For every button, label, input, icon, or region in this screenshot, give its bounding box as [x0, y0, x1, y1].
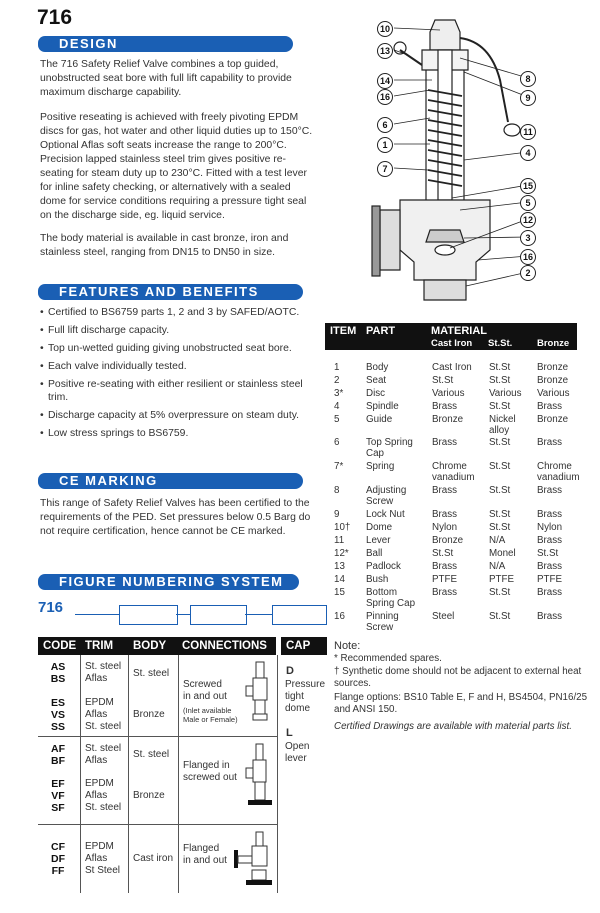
features-list: [40, 306, 325, 445]
material-cell-ss: St.St: [489, 611, 511, 622]
material-cell-br: PTFE: [537, 574, 563, 585]
material-cell-br: Brass: [537, 401, 563, 412]
callout-15: 15: [520, 178, 536, 194]
note-line: Flange options: BS10 Table E, F and H, BS4504, PN16/25 and ANSI 150.: [334, 692, 588, 715]
features-heading: FEATURES AND BENEFITS: [45, 284, 303, 300]
material-cell-item: 6: [334, 437, 340, 448]
material-cell-br: Various: [537, 388, 570, 399]
callout-2: 2: [520, 265, 536, 281]
code-ff: FF: [51, 865, 65, 877]
column-divider: [80, 655, 81, 893]
code-af: AF: [51, 743, 65, 755]
material-cell-ss: N/A: [489, 561, 506, 572]
figure-code-box: [190, 605, 247, 625]
note-line: † Synthetic dome should not be adjacent to external heat sources.: [334, 666, 582, 689]
material-cell-ci: Brass: [432, 561, 458, 572]
design-paragraph-1: The 716 Safety Relief Valve combines a top guided, unobstructed seat bore with full lift capability to provide maximum discharge capability.: [40, 59, 292, 98]
column-divider: [277, 655, 278, 893]
material-cell-part: Top Spring Cap: [366, 437, 413, 459]
material-cell-part: Spindle: [366, 401, 399, 412]
trim: St. steel: [85, 802, 122, 813]
material-cell-part: Dome: [366, 522, 393, 533]
trim: St. steel: [85, 743, 122, 754]
column-divider: [178, 655, 179, 893]
material-cell-item: 15: [334, 587, 345, 598]
material-cell-ss: St.St: [489, 437, 511, 448]
material-cell-ci: Bronze: [432, 414, 464, 425]
material-cell-ss: Monel: [489, 548, 516, 559]
material-cell-item: 12*: [334, 548, 349, 559]
col-cast-iron: Cast Iron: [431, 338, 473, 349]
material-cell-item: 11: [334, 535, 345, 546]
col-bronze: Bronze: [537, 338, 570, 349]
material-cell-ci: Steel: [432, 611, 455, 622]
material-cell-part: Guide: [366, 414, 393, 425]
feature-item: • Each valve individually tested.: [40, 360, 325, 373]
material-cell-item: 1: [334, 362, 340, 373]
trim: Aflas: [85, 673, 108, 684]
body-material: St. steel: [133, 749, 170, 760]
callout-16: 16: [520, 249, 536, 265]
feature-item: • Positive re-seating with either resilient or stainless steel trim.: [40, 378, 325, 404]
figure-number: 716: [38, 599, 64, 616]
material-cell-ci: Chrome vanadium: [432, 461, 475, 483]
material-cell-ss: St.St: [489, 485, 511, 496]
note-line: * Recommended spares.: [334, 653, 442, 664]
material-cell-part: Adjusting Screw: [366, 485, 407, 507]
material-cell-ci: Brass: [432, 437, 458, 448]
connector-line: [75, 614, 119, 615]
connection-text: Screwed: [183, 679, 222, 690]
material-cell-ss: St.St: [489, 375, 511, 386]
material-cell-item: 2: [334, 375, 340, 386]
material-cell-item: 5: [334, 414, 340, 425]
trim: EPDM: [85, 841, 114, 852]
ce-text: This range of Safety Relief Valves has been certified to the requirements of the PED. Set pressures below 0.5 Barg do not require certification, hence cannot be CE marked.: [40, 498, 311, 537]
connection-text: Flanged: [183, 843, 220, 854]
callout-1: 1: [377, 137, 393, 153]
callout-9: 9: [520, 90, 536, 106]
figure-table-header: [38, 637, 276, 655]
material-cell-item: 8: [334, 485, 340, 496]
code-es: ES: [50, 697, 65, 709]
material-cell-item: 10†: [334, 522, 351, 533]
cap-text: Open: [285, 741, 310, 752]
code-bs: BS: [50, 673, 66, 685]
material-cell-ss: PTFE: [489, 574, 515, 585]
material-cell-ss: Various: [489, 388, 522, 399]
material-cell-part: Spring: [366, 461, 395, 472]
material-cell-br: Chrome vanadium: [537, 461, 580, 483]
trim: Aflas: [85, 755, 108, 766]
design-paragraph-3: The body material is available in cast bronze, iron and stainless steel, ranging from DN15 to DN50 in size.: [40, 233, 289, 258]
material-cell-br: Bronze: [537, 362, 569, 373]
notes-heading: Note:: [334, 640, 361, 652]
connection-text: in and out: [183, 691, 227, 702]
material-cell-br: Bronze: [537, 375, 569, 386]
material-cell-ss: St.St: [489, 362, 511, 373]
material-cell-ci: Cast Iron: [432, 362, 472, 373]
code-vf: VF: [51, 790, 65, 802]
material-cell-ci: Brass: [432, 485, 458, 496]
trim: St. steel: [85, 661, 122, 672]
callout-7: 7: [377, 161, 393, 177]
col-trim: TRIM: [85, 640, 114, 652]
trim: Aflas: [85, 853, 108, 864]
body-material: Bronze: [133, 790, 165, 801]
material-cell-br: Brass: [537, 611, 563, 622]
callout-13: 13: [377, 43, 393, 59]
body-material: St. steel: [133, 668, 170, 679]
material-cell-part: Disc: [366, 388, 386, 399]
body-material: Bronze: [133, 709, 165, 720]
material-cell-ci: Brass: [432, 587, 458, 598]
page-title: 716: [37, 6, 73, 29]
body-material: Cast iron: [133, 853, 174, 864]
material-cell-ss: St.St: [489, 587, 511, 598]
material-cell-ci: Nylon: [432, 522, 458, 533]
code-ss: SS: [50, 721, 65, 733]
col-material: MATERIAL: [431, 325, 488, 337]
callout-8: 8: [520, 71, 536, 87]
column-divider: [128, 655, 129, 893]
material-cell-item: 9: [334, 509, 340, 520]
trim: St. steel: [85, 721, 122, 732]
material-cell-br: Brass: [537, 587, 563, 598]
material-cell-ci: St.St: [432, 375, 454, 386]
material-cell-br: Bronze: [537, 414, 569, 425]
cap-text: lever: [285, 753, 307, 764]
material-cell-part: Seat: [366, 375, 387, 386]
material-cell-part: Body: [366, 362, 389, 373]
code-vs: VS: [50, 709, 65, 721]
material-cell-ci: Various: [432, 388, 465, 399]
material-cell-part: Lever: [366, 535, 391, 546]
material-cell-br: Brass: [537, 561, 563, 572]
callout-10: 10: [377, 21, 393, 37]
material-cell-item: 4: [334, 401, 340, 412]
code-df: DF: [51, 853, 65, 865]
cap-text: dome: [285, 703, 311, 714]
code-bf: BF: [51, 755, 65, 767]
row-divider: [38, 824, 277, 825]
col-cap: CAP: [286, 640, 311, 652]
feature-item: • Low stress springs to BS6759.: [40, 427, 325, 440]
connection-note: (Inlet available: [183, 706, 232, 715]
material-cell-ci: PTFE: [432, 574, 458, 585]
code-as: AS: [50, 661, 66, 673]
cap-code-d: D: [286, 665, 294, 677]
ce-heading: CE MARKING: [45, 473, 303, 489]
certified-note: Certified Drawings are available with material parts list.: [334, 721, 572, 732]
trim: EPDM: [85, 778, 114, 789]
material-cell-br: Brass: [537, 437, 563, 448]
callout-5: 5: [520, 195, 536, 211]
figure-code-box: [272, 605, 327, 625]
col-stst: St.St.: [488, 338, 513, 349]
trim: Aflas: [85, 790, 108, 801]
figure-code-box: [119, 605, 178, 625]
col-code: CODE: [43, 640, 77, 652]
material-cell-item: 3*: [334, 388, 344, 399]
material-cell-part: Ball: [366, 548, 383, 559]
valve-cross-section-diagram: [360, 10, 590, 310]
material-table-header: [325, 323, 577, 350]
material-cell-br: Brass: [537, 509, 563, 520]
code-cf: CF: [51, 841, 65, 853]
cap-text: tight: [285, 691, 304, 702]
col-part: PART: [366, 325, 396, 337]
callout-3: 3: [520, 230, 536, 246]
material-cell-item: 14: [334, 574, 345, 585]
row-divider: [38, 736, 277, 737]
material-cell-br: Brass: [537, 485, 563, 496]
trim: Aflas: [85, 709, 108, 720]
connection-text: screwed out: [183, 772, 237, 783]
flanged-screwed-valve-icon: [242, 742, 276, 814]
code-sf: SF: [51, 802, 65, 814]
callout-6: 6: [377, 117, 393, 133]
material-cell-ci: St.St: [432, 548, 454, 559]
material-cell-ci: Bronze: [432, 535, 464, 546]
trim: EPDM: [85, 697, 114, 708]
callout-4: 4: [520, 145, 536, 161]
material-cell-part: Pinning Screw: [366, 611, 399, 633]
connection-text: in and out: [183, 855, 227, 866]
material-cell-ci: Brass: [432, 509, 458, 520]
material-cell-part: Bottom Spring Cap: [366, 587, 416, 609]
feature-item: • Top un-wetted guiding giving unobstructed seat bore.: [40, 342, 325, 355]
design-heading: DESIGN: [45, 36, 293, 52]
material-cell-part: Padlock: [366, 561, 401, 572]
material-cell-br: St.St: [537, 548, 559, 559]
material-cell-ci: Brass: [432, 401, 458, 412]
trim: St Steel: [85, 865, 121, 876]
figure-heading: FIGURE NUMBERING SYSTEM: [45, 574, 299, 590]
figure-cap-header: [281, 637, 327, 655]
connection-text: Flanged in: [183, 760, 230, 771]
callout-12: 12: [520, 212, 536, 228]
connection-note: Male or Female): [183, 715, 238, 724]
feature-item: • Full lift discharge capacity.: [40, 324, 325, 337]
col-connections: CONNECTIONS: [182, 640, 267, 652]
col-item: ITEM: [330, 325, 357, 337]
connector-line: [245, 614, 272, 615]
callout-14: 14: [377, 73, 393, 89]
flanged-valve-icon: [232, 830, 276, 892]
screwed-valve-icon: [244, 660, 276, 726]
cap-text: Pressure: [285, 679, 326, 690]
connector-line: [176, 614, 190, 615]
material-cell-ss: St.St: [489, 509, 511, 520]
cap-code-l: L: [286, 727, 293, 739]
col-body: BODY: [133, 640, 167, 652]
callout-11: 11: [520, 124, 536, 140]
material-cell-part: Lock Nut: [366, 509, 405, 520]
feature-item: • Certified to BS6759 parts 1, 2 and 3 by SAFED/AOTC.: [40, 306, 325, 319]
material-cell-ss: St.St: [489, 461, 511, 472]
material-cell-ss: N/A: [489, 535, 506, 546]
code-ef: EF: [51, 778, 65, 790]
material-cell-ss: St.St: [489, 401, 511, 412]
material-cell-item: 16: [334, 611, 345, 622]
material-cell-item: 7*: [334, 461, 344, 472]
material-cell-item: 13: [334, 561, 345, 572]
material-cell-ss: St.St: [489, 522, 511, 533]
material-cell-part: Bush: [366, 574, 389, 585]
design-paragraph-2: Positive reseating is achieved with freely pivoting EPDM discs for gas, hot water and other liquid duties up to 150°C. Optional Aflas soft seats increase the range to 200°C. Precision lapped stainless steel trim gives positive re-seating for steam duty up to 230°C. Fitted with a test lever for inline safety checking, or alternatively with a sealed dome for service conditions requiring a pressure tight seal on the discharge side, eg. liquid service.: [40, 112, 313, 221]
material-cell-br: Nylon: [537, 522, 563, 533]
material-cell-ss: Nickel alloy: [489, 414, 516, 436]
feature-item: • Discharge capacity at 5% overpressure on steam duty.: [40, 409, 325, 422]
callout-16: 16: [377, 89, 393, 105]
material-cell-br: Brass: [537, 535, 563, 546]
